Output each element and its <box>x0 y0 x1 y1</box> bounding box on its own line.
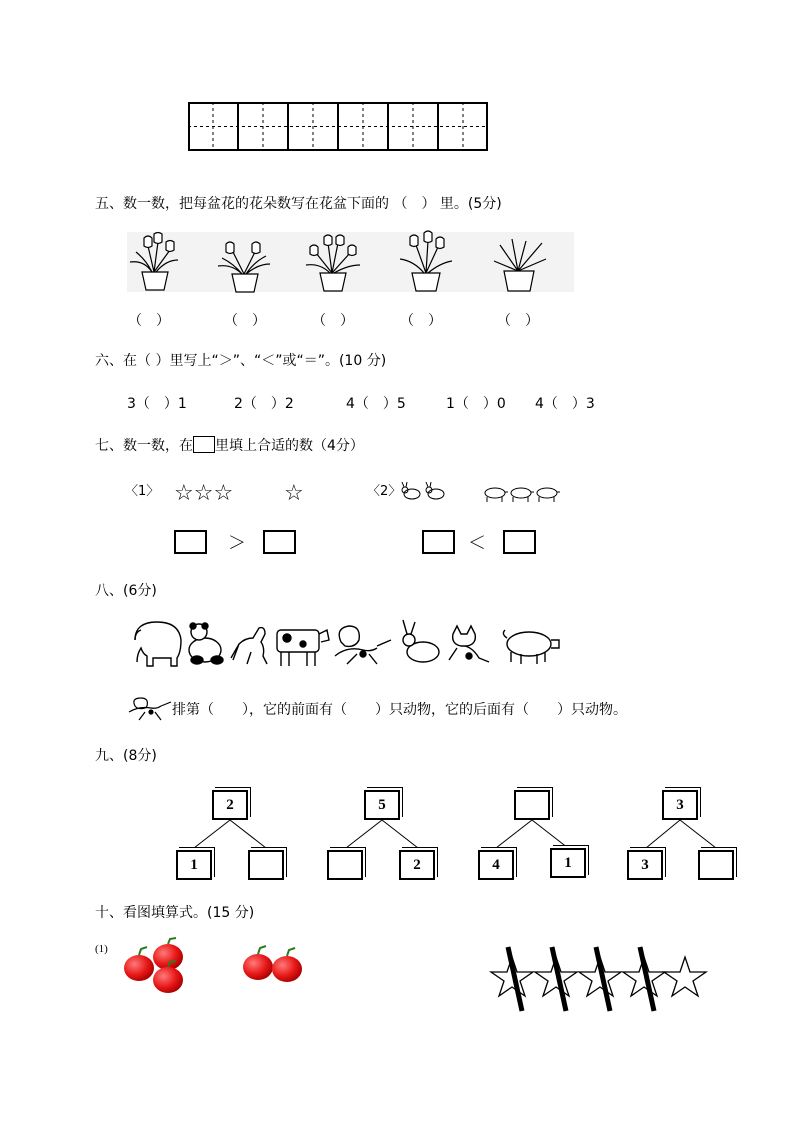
tree2-right-box[interactable]: 2 <box>399 850 435 880</box>
q6-item-5[interactable]: 4（ ）3 <box>535 396 595 412</box>
tree4-top-box[interactable]: 3 <box>662 790 698 820</box>
writing-grid <box>188 102 488 151</box>
q7-part2-label: 〈2〉 <box>367 484 402 499</box>
tree1-left-box[interactable]: 1 <box>176 850 212 880</box>
q5-answer-4[interactable]: （ ） <box>400 313 442 329</box>
q6-item-1[interactable]: 3（ ）1 <box>127 396 187 412</box>
q7-part1-stars-left: ☆☆☆ <box>174 481 234 506</box>
q7-answer-box-1[interactable] <box>174 530 207 554</box>
tree3-left-box[interactable]: 4 <box>478 850 514 880</box>
flower-pot-2-icon <box>216 236 276 296</box>
q5-answer-5[interactable]: （ ） <box>497 313 539 329</box>
q10-title: 十、看图填算式。(15 分) <box>95 905 255 921</box>
tree4-right-box[interactable] <box>698 850 734 880</box>
flower-pot-3-icon <box>126 232 186 292</box>
pig-group-icon <box>482 484 562 504</box>
q6-item-3[interactable]: 4（ ）5 <box>346 396 406 412</box>
q7-title-end: 里填上合适的数（4分） <box>215 438 364 454</box>
tree2-left-box[interactable] <box>327 850 363 880</box>
apple-group-3-icon <box>122 938 186 994</box>
q7-answer-box-4[interactable] <box>503 530 536 554</box>
tree3-right-box[interactable]: 1 <box>550 848 586 878</box>
q7-title <box>95 436 364 456</box>
q7-part1-label: 〈1〉 <box>125 484 160 499</box>
q9-title: 九、(8分) <box>95 748 157 764</box>
tree3-top-box[interactable] <box>514 790 550 820</box>
q7-title-start: 七、数一数，在 <box>95 438 193 454</box>
tree4-left-box[interactable]: 3 <box>627 850 663 880</box>
rabbit-group-icon <box>400 482 450 502</box>
q7-answer-box-2[interactable] <box>263 530 296 554</box>
q5-answer-3[interactable]: （ ） <box>312 313 354 329</box>
q5-answer-2[interactable]: （ ） <box>224 313 266 329</box>
q5-title: 五、数一数，把每盆花的花朵数写在花盆下面的 （ ） 里。(5分) <box>95 196 502 212</box>
q6-title: 六、在（ ）里写上“＞”、“＜”或“＝”。(10 分) <box>95 353 387 369</box>
flower-pot-3b-icon <box>398 233 458 293</box>
tree1-right-box[interactable] <box>248 850 284 880</box>
q7-sign-2: ＜ <box>468 533 486 554</box>
q10-label: (1) <box>95 943 108 955</box>
animal-row-icon <box>127 620 567 670</box>
apple-group-2-icon <box>241 945 305 985</box>
q7-answer-box-3[interactable] <box>422 530 455 554</box>
dog-small-icon <box>127 698 173 722</box>
q6-item-2[interactable]: 2（ ）2 <box>234 396 294 412</box>
flower-pot-0-icon <box>490 233 550 293</box>
q8-sentence: 排第（ ），它的前面有（ ）只动物，它的后面有（ ）只动物。 <box>172 702 627 718</box>
inline-box-icon <box>193 436 215 453</box>
q8-title: 八、(6分) <box>95 583 157 599</box>
tree1-top-box[interactable]: 2 <box>212 790 248 820</box>
flower-pot-4-icon <box>304 233 364 293</box>
crossed-stars-icon <box>490 945 710 1015</box>
tree2-top-box[interactable]: 5 <box>364 790 400 820</box>
q6-item-4[interactable]: 1（ ）0 <box>446 396 506 412</box>
q7-part1-stars-right: ☆ <box>284 481 304 506</box>
q5-answer-1[interactable]: （ ） <box>128 313 170 329</box>
q7-sign-1: ＞ <box>228 533 246 554</box>
